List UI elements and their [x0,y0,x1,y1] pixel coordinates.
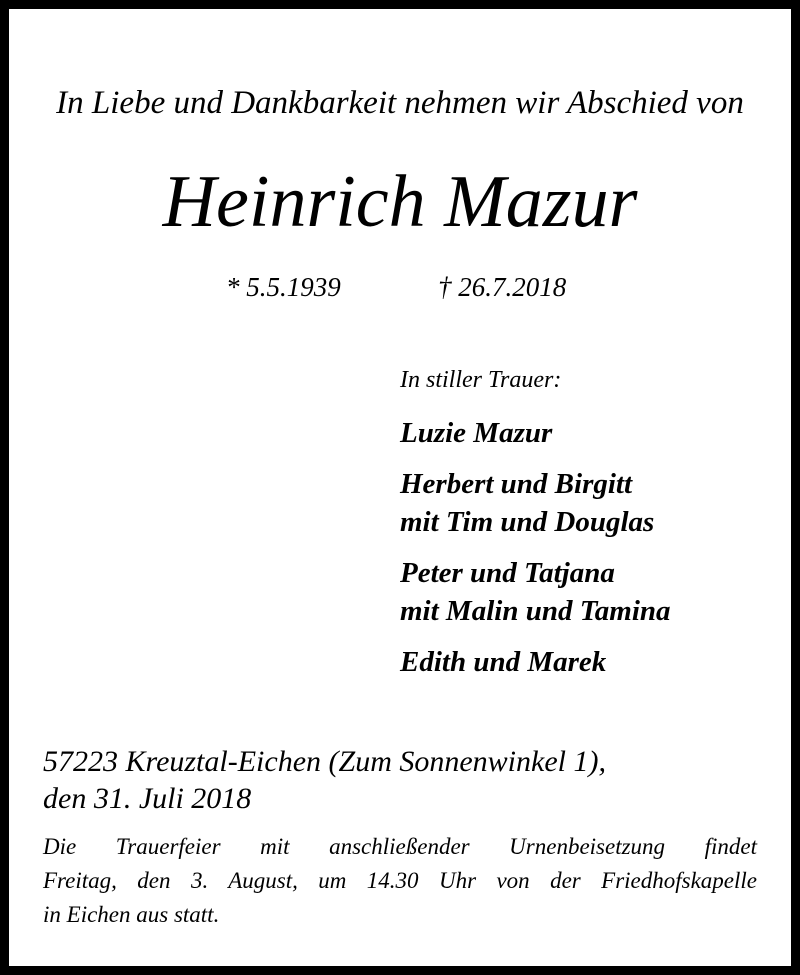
death-date: † 26.7.2018 [438,272,567,302]
mourner-line: mit Malin und Tamina [400,595,671,627]
birth-date: * 5.5.1939 [226,272,341,302]
mourner-entry [400,465,671,541]
notice-date: den 31. Juli 2018 [43,782,252,815]
mourner-line: Herbert und Birgitt [400,468,633,500]
ceremony-line: Freitag, den 3. August, um 14.30 Uhr von der Friedhofskapelle [43,868,757,893]
address: 57223 Kreuztal-Eichen (Zum Sonnenwinkel 1), [43,745,606,778]
farewell-intro: In Liebe und Dankbarkeit nehmen wir Abschied von [56,85,744,121]
ceremony-info [43,830,757,932]
mourner-line: Edith und Marek [400,646,607,678]
mourner-line: mit Tim und Douglas [400,506,655,538]
mourner-line: Peter und Tatjana [400,557,615,589]
mourner-entry [400,414,671,452]
ceremony-line: in Eichen aus statt. [43,902,220,927]
ceremony-line: Die Trauerfeier mit anschließender Urnenbeisetzung findet [43,834,757,859]
mourner-entry [400,643,671,681]
mourning-intro: In stiller Trauer: [400,367,562,393]
mourners-list [400,414,671,694]
mourner-line: Luzie Mazur [400,417,553,449]
deceased-name: Heinrich Mazur [162,161,638,243]
mourner-entry [400,554,671,630]
